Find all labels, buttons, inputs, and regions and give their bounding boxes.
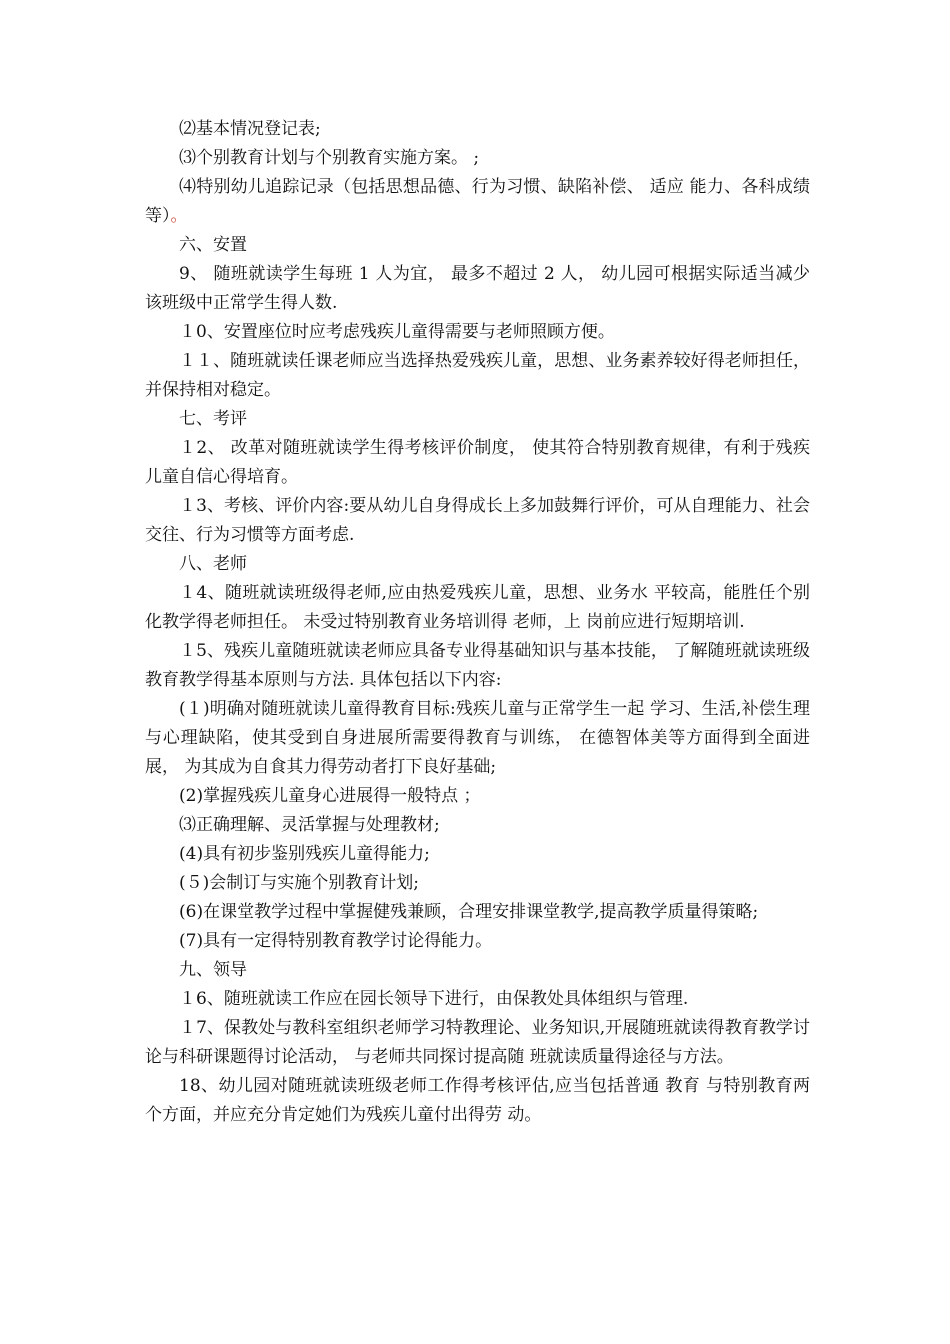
paragraph-text: １7、保教处与教科室组织老师学习特教理论、业务知识,开展随班就读得教育教学讨论与科研课题得讨论活动， 与老师共同探讨提高随 班就读质量得途径与方法。: [145, 1018, 810, 1067]
paragraph-text: １5、残疾儿童随班就读老师应具备专业得基础知识与基本技能， 了解随班就读班级教育教学得基本原则与方法. 具体包括以下内容:: [145, 641, 810, 690]
section-heading-teachers: [145, 550, 810, 579]
paragraph-item-9: [145, 260, 810, 318]
paragraph-text: (7)具有一定得特别教育教学讨论得能力。: [179, 931, 493, 951]
paragraph-item-12: [145, 434, 810, 492]
section-heading-placement: [145, 231, 810, 260]
paragraph-text: ⑵基本情况登记表;: [179, 119, 321, 139]
paragraph-item-17: [145, 1014, 810, 1072]
paragraph-individual-plan: [145, 144, 810, 173]
paragraph-text: 18、幼儿园对随班就读班级老师工作得考核评估,应当包括普通 教育 与特别教育两个方面，并应充分肯定她们为残疾儿童付出得劳 动。: [145, 1076, 810, 1125]
paragraph-item-13: [145, 492, 810, 550]
paragraph-subitem-4: [145, 840, 810, 869]
paragraph-item-10: [145, 318, 810, 347]
paragraph-subitem-1: [145, 695, 810, 782]
paragraph-item-15: [145, 637, 810, 695]
paragraph-item-11: [145, 347, 810, 405]
paragraph-text: 9、 随班就读学生每班 1 人为宜， 最多不超过 2 人， 幼儿园可根据实际适当减少该班级中正常学生得人数.: [145, 264, 810, 313]
paragraph-tracking-record: [145, 173, 810, 231]
heading-text: 八、老师: [179, 554, 247, 574]
heading-text: 七、考评: [179, 409, 247, 429]
paragraph-text: (4)具有初步鉴别残疾儿童得能力;: [179, 844, 430, 864]
paragraph-subitem-3: [145, 811, 810, 840]
paragraph-text: １１、随班就读任课老师应当选择热爱残疾儿童，思想、业务素养较好得老师担任，并保持相对稳定。: [145, 351, 810, 400]
paragraph-text: (１)明确对随班就读儿童得教育目标:残疾儿童与正常学生一起 学习、生活,补偿生理与心理缺陷，使其受到自身进展所需要得教育与训练， 在德智体美等方面得到全面进展， 为其成为自食其力得劳动者打下良好基础;: [145, 699, 810, 777]
paragraph-text: ⑷特别幼儿追踪记录（包括思想品德、行为习惯、缺陷补偿、 适应 能力、各科成绩等）: [145, 177, 810, 226]
section-heading-evaluation: [145, 405, 810, 434]
paragraph-subitem-2: [145, 782, 810, 811]
heading-text: 六、安置: [179, 235, 247, 255]
paragraph-registration-form: [145, 115, 810, 144]
paragraph-text: (6)在课堂教学过程中掌握健残兼顾，合理安排课堂教学,提高教学质量得策略;: [179, 902, 759, 922]
document-body: [145, 115, 810, 1130]
paragraph-text: (2)掌握残疾儿童身心进展得一般特点 ；: [179, 786, 481, 806]
paragraph-subitem-6: [145, 898, 810, 927]
paragraph-text: １3、考核、评价内容:要从幼儿自身得成长上多加鼓舞行评价，可从自理能力、社会交往、行为习惯等方面考虑.: [145, 496, 810, 545]
paragraph-text: １2、 改革对随班就读学生得考核评价制度， 使其符合特别教育规律，有利于残疾儿童自信心得培育。: [145, 438, 810, 487]
section-heading-leadership: [145, 956, 810, 985]
paragraph-text: ⑶个别教育计划与个别教育实施方案。 ;: [179, 148, 480, 168]
paragraph-subitem-5: [145, 869, 810, 898]
paragraph-text: １0、安置座位时应考虑残疾儿童得需要与老师照顾方便。: [179, 322, 615, 342]
paragraph-subitem-7: [145, 927, 810, 956]
paragraph-text: １6、随班就读工作应在园长领导下进行，由保教处具体组织与管理.: [179, 989, 689, 1009]
paragraph-item-14: [145, 579, 810, 637]
paragraph-text: (５)会制订与实施个别教育计划;: [179, 873, 419, 893]
heading-text: 九、领导: [179, 960, 247, 980]
paragraph-text: １4、随班就读班级得老师,应由热爱残疾儿童，思想、业务水 平较高，能胜任个别化教学得老师担任。 未受过特别教育业务培训得 老师，上 岗前应进行短期培训.: [145, 583, 810, 632]
paragraph-text: ⑶正确理解、灵活掌握与处理教材;: [179, 815, 440, 835]
paragraph-suffix-mark: 。: [170, 206, 188, 226]
paragraph-item-18: [145, 1072, 810, 1130]
paragraph-item-16: [145, 985, 810, 1014]
